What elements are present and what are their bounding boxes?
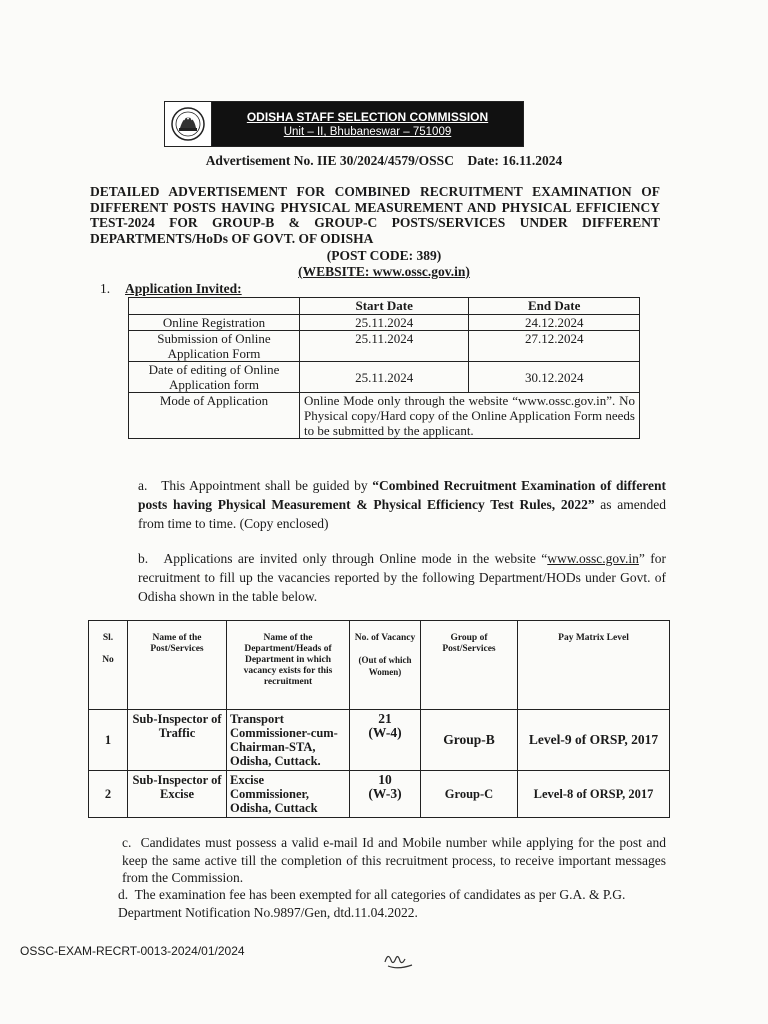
- header-cell-pay-matrix: Pay Matrix Level: [518, 621, 670, 710]
- header-cell-group: Group of Post/Services: [421, 621, 518, 710]
- end-date: 24.12.2024: [469, 315, 640, 331]
- header-cell-blank: [129, 298, 300, 315]
- header-sl-text: Sl.: [102, 633, 114, 643]
- start-date: 25.11.2024: [300, 315, 469, 331]
- header-cell-end-date: End Date: [469, 298, 640, 315]
- banner-title-area: [212, 102, 523, 146]
- organization-address: Unit – II, Bhubaneswar – 751009: [283, 126, 452, 138]
- post-code: (POST CODE: 389): [326, 248, 442, 263]
- cell-group: Group-B: [421, 710, 518, 771]
- organization-name: ODISHA STAFF SELECTION COMMISSION: [246, 110, 489, 124]
- section-number: 1.: [100, 281, 111, 296]
- table-row: [129, 315, 640, 331]
- row-label: Submission of Online Application Form: [129, 331, 300, 362]
- table-row: [129, 362, 640, 393]
- application-schedule-table: [128, 297, 640, 439]
- paragraph-d: [118, 886, 666, 921]
- signature-icon: [382, 948, 416, 972]
- table-row: [89, 710, 670, 771]
- paragraph-intro: This Appointment shall be guided by: [161, 478, 368, 493]
- cell-pay-level: Level-9 of ORSP, 2017: [518, 710, 670, 771]
- header-no-text: No: [102, 655, 114, 665]
- paragraph-marker: d.: [118, 887, 129, 902]
- end-date: 27.12.2024: [469, 331, 640, 362]
- cell-vacancy: [350, 771, 421, 818]
- paragraph-text: The examination fee has been exempted for all categories of candidates as per G.A. & P.G. Department Notification No.9897/Gen, dtd.11.04.2022.: [118, 887, 626, 920]
- header-cell-start-date: Start Date: [300, 298, 469, 315]
- cell-pay-level: Level-8 of ORSP, 2017: [518, 771, 670, 818]
- cell-sl: 1: [89, 710, 128, 771]
- emblem-logo: [165, 102, 212, 146]
- row-label: Online Registration: [129, 315, 300, 331]
- section-title: Application Invited:: [125, 281, 242, 296]
- header-vacancy-note: (Out of which Women): [358, 655, 412, 677]
- cell-department: Excise Commissioner, Odisha, Cuttack: [227, 771, 350, 818]
- cell-sl: 2: [89, 771, 128, 818]
- rules-title: “Combined Recruitment Examination of different posts having Physical Measurement & Physical Efficiency Test Rules, 2022”: [138, 478, 666, 512]
- paragraph-a: [138, 476, 666, 533]
- advertisement-title: DETAILED ADVERTISEMENT FOR COMBINED RECRUITMENT EXAMINATION OF DIFFERENT POSTS HAVING PHYSICAL MEASUREMENT AND PHYSICAL EFFICIENCY TEST-2024 FOR GROUP-B & GROUP-C POSTS/SERVICES UNDER DIFFERENT DEPARTMENTS/HoDs OF GOVT. OF ODISHA: [90, 184, 660, 246]
- paragraph-marker: b.: [138, 551, 149, 566]
- cell-vacancy: [350, 710, 421, 771]
- cell-department: Transport Commissioner-cum-Chairman-STA, Odisha, Cuttack.: [227, 710, 350, 771]
- header-cell-department: Name of the Department/Heads of Department in which vacancy exists for this recruitment: [227, 621, 350, 710]
- paragraph-marker: c.: [122, 835, 132, 850]
- header-cell-post: Name of the Post/Services: [128, 621, 227, 710]
- women-count: (W-4): [368, 725, 402, 740]
- table-row: [89, 771, 670, 818]
- paragraph-b: [138, 549, 666, 606]
- header-cell-sl-no: [89, 621, 128, 710]
- row-label: Mode of Application: [129, 393, 300, 439]
- paragraph-marker: a.: [138, 478, 148, 493]
- vacancy-table: [88, 620, 670, 818]
- cell-group: Group-C: [421, 771, 518, 818]
- odisha-emblem-icon: [170, 106, 206, 142]
- vacancy-count: 10: [378, 772, 392, 787]
- women-count: (W-3): [368, 786, 402, 801]
- header-cell-vacancy: [350, 621, 421, 710]
- header-banner: [164, 101, 524, 147]
- start-date: 25.11.2024: [300, 331, 469, 362]
- table-row: [129, 331, 640, 362]
- header-vacancy-text: No. of Vacancy: [354, 633, 416, 643]
- vacancy-count: 21: [378, 711, 392, 726]
- paragraph-tail: as amended from time to time. (Copy enclosed): [138, 497, 666, 531]
- footer-reference-code: OSSC-EXAM-RECRT-0013-2024/01/2024: [20, 944, 245, 958]
- paragraph-text: Candidates must possess a valid e-mail Id and Mobile number while applying for the post and keep the same active till the completion of this recruitment process, to receive important messages from the Commission.: [122, 835, 667, 885]
- table-row: [129, 393, 640, 439]
- website-link[interactable]: (WEBSITE: www.ossc.gov.in): [298, 264, 470, 279]
- signature-mark: [382, 948, 416, 977]
- end-date: 30.12.2024: [469, 362, 640, 393]
- paragraph-text-post: ” for recruitment to fill up the vacancies reported by the following Department/HODs under Govt. of Odisha shown in the table below.: [138, 551, 667, 604]
- advertisement-number: Advertisement No. IIE 30/2024/4579/OSSC Date: 16.11.2024: [205, 153, 563, 168]
- row-label: Date of editing of Online Application form: [129, 362, 300, 393]
- mode-description: Online Mode only through the website “www.ossc.gov.in”. No Physical copy/Hard copy of the Online Application Form needs to be submitted by the applicant.: [300, 393, 640, 439]
- paragraph-text-pre: Applications are invited only through Online mode in the website “: [163, 551, 548, 566]
- start-date: 25.11.2024: [300, 362, 469, 393]
- table-header-row: [129, 298, 640, 315]
- website-link[interactable]: www.ossc.gov.in: [547, 551, 639, 566]
- cell-post: Sub-Inspector of Traffic: [128, 710, 227, 771]
- paragraph-c: [122, 834, 666, 887]
- table-header-row: [89, 621, 670, 710]
- cell-post: Sub-Inspector of Excise: [128, 771, 227, 818]
